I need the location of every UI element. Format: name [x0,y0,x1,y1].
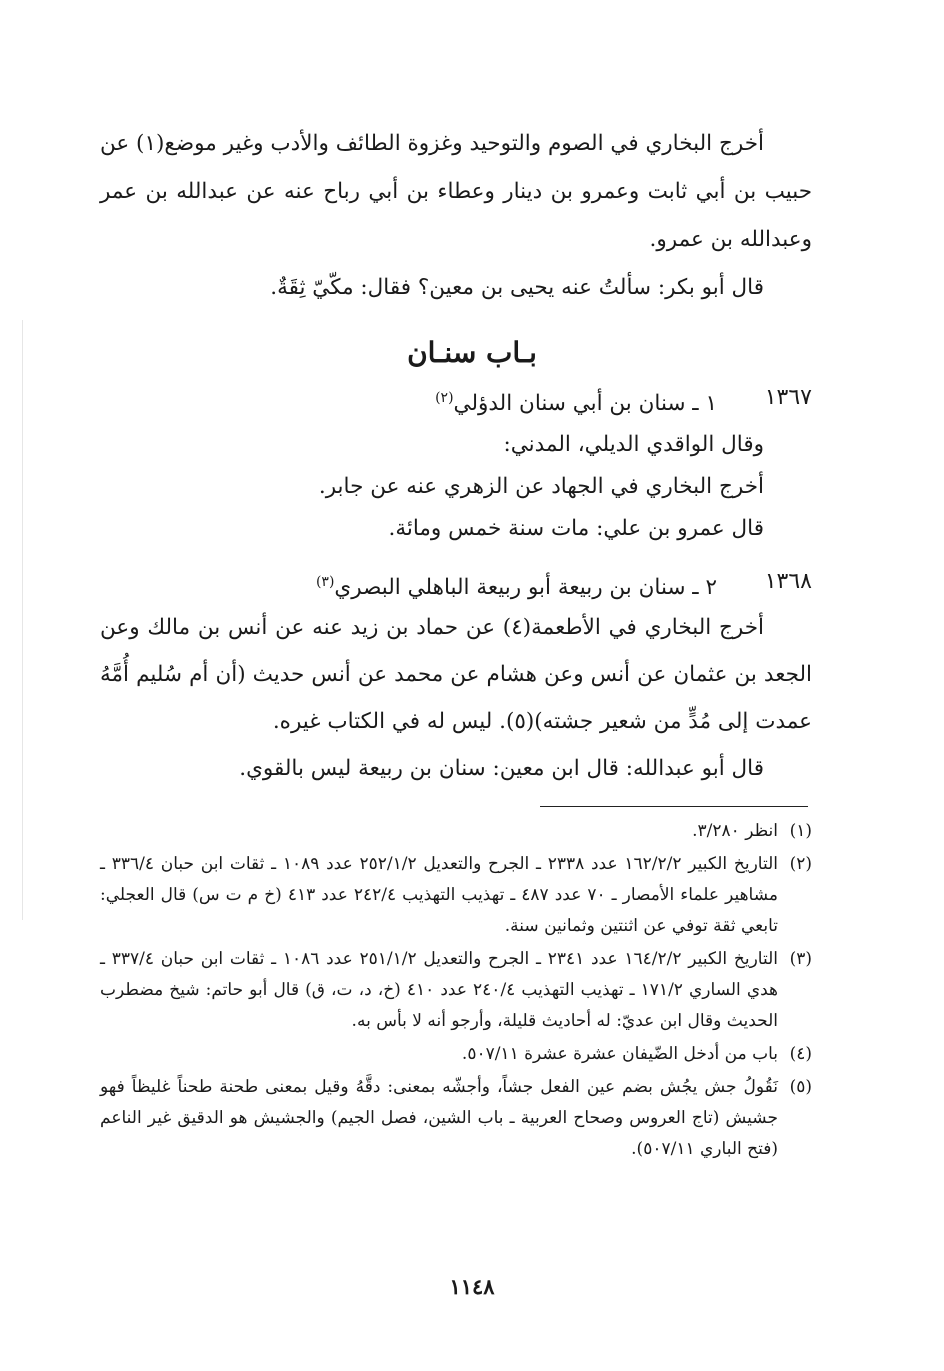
footnote-ref: (٢) [435,390,454,406]
footnote-number: (٢) [789,854,812,874]
footnote-number: (٥) [789,1077,812,1097]
footnote-text: باب من أدخل الضّيفان عشرة عشرة ٥٠٧/١١. [461,1044,778,1064]
footnote-item [100,1072,812,1165]
footnote-number: (٤) [789,1044,812,1064]
footnote-item [100,1039,812,1070]
footnote-text: التاريخ الكبير ١٦٢/٢/٢ عدد ٢٣٣٨ ـ الجرح والتعديل ٢٥٢/١/٢ عدد ١٠٨٩ ـ ثقات ابن حبان ٣٣٦/٤ ـ مشاهير علماء الأمصار ـ ٧٠ عدد ٤٨٧ ـ تهذيب التهذيب ٢٤٢/٤ عدد ٤١٣ (خ م ت س) قال العجلي: تابعي ثقة توفي عن اثنتين وثمانين سنة. [100,854,778,936]
entry-number: ١٣٦٨ [764,569,812,594]
page-number: ١١٤٨ [449,1274,495,1299]
entry-1367-body [100,424,764,550]
entry-line: أخرج البخاري في الجهاد عن الزهري عنه عن جابر. [318,474,764,499]
footnote-text: انظر ٣/٢٨٠. [692,821,778,841]
footnote-text: التاريخ الكبير ١٦٤/٢/٢ عدد ٢٣٤١ ـ الجرح والتعديل ٢٥١/١/٢ عدد ١٠٨٦ ـ ثقات ابن حبان ٣٣٧/٤ ـ هدي الساري ١٧١/٢ ـ تهذيب التهذيب ٢٤٠/٤ عدد ٤١٠ (خ، د، ت، ق) قال أبو حاتم: شيخ مضطرب الحديث وقال ابن عديّ: له أحاديث قليلة، وأرجو أنه لا بأس به. [100,949,779,1031]
entry-line: وقال الواقدي الديلي، المدني: [503,432,764,457]
entry-paragraph-1: أخرج البخاري في الأطعمة(٤) عن حماد بن زيد عنه عن أنس بن مالك وعن الجعد بن عثمان عن أنس وعن هشام عن محمد عن أنس حديث (أن أم سُليم أُمَّهُ عمدت إلى مُدٍّ من شعير جشته)(٥). ليس له في الكتاب غيره. [100,615,812,734]
top-paragraph-2: قال أبو بكر: سألتُ عنه يحيى بن معين؟ فقال: مكّيّ ثِقَةٌ. [270,275,764,300]
entry-paragraph-2: قال أبو عبدالله: قال ابن معين: سنان بن ربيعة ليس بالقوي. [239,756,764,781]
entry-title-text: ١ ـ سنان بن أبي سنان الدؤلي [453,391,717,417]
top-section [100,120,812,312]
top-paragraph-1: أخرج البخاري في الصوم والتوحيد وغزوة الطائف والأدب وغير موضع(١) عن حبيب بن أبي ثابت وعمرو بن دينار وعطاء بن أبي رباح عنه عن عبدالله بن عمر وعبدالله بن عمرو. [100,131,812,252]
footnote-separator [540,806,808,807]
footnote-number: (١) [789,821,812,841]
entry-line: قال عمرو بن علي: مات سنة خمس ومائة. [388,516,764,541]
entry-1367-header [100,378,812,418]
footnotes [100,816,812,1167]
footnote-item [100,816,812,847]
footnote-number: (٣) [789,949,812,969]
entry-1368-header [100,562,812,602]
entry-title-text: ٢ ـ سنان بن ربيعة أبو ربيعة الباهلي البصري [334,575,717,601]
footnote-item [100,944,812,1037]
scan-margin-line [22,320,23,920]
entry-title [316,562,717,608]
footnote-text: نَقُولُ جش يجُش بضم عين الفعل جشاً، وأجشّه بمعنى: دقَّهُ وقيل بمعنى طحنة طحناً غليظاً فهو جشيش (تاج العروس وصحاح العربية ـ باب الشين، فصل الجيم) والجشيش هو الدقيق غير الناعم (فتح الباري ٥٠٧/١١). [100,1077,778,1159]
entry-title [435,378,717,424]
footnote-ref: (٣) [315,574,335,590]
entry-1368-body [100,604,812,792]
entry-number: ١٣٦٧ [764,385,812,410]
chapter-heading: بـاب سنـان [407,336,537,369]
footnote-item [100,849,812,942]
